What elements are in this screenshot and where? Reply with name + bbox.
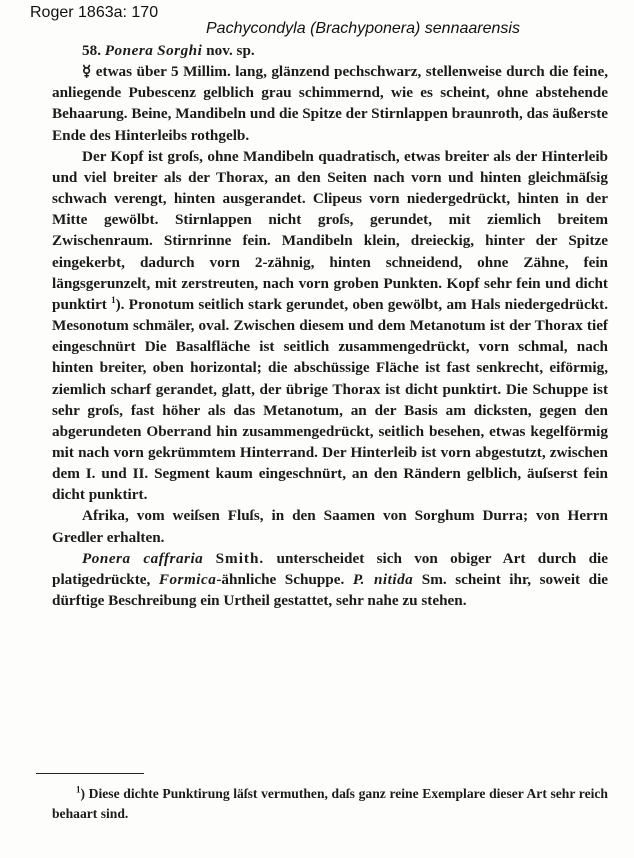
comparison-species-2: P. nitida [352,570,414,588]
paragraph-description [52,146,608,506]
footnote-mark: 1 [76,784,81,795]
paragraph-locality: Afrika, vom weiſsen Fluſs, in den Saamen von Sorghum Durra; von Herrn Gredler erhalten. [52,507,608,546]
citation-label: Roger 1863a: 170 [30,4,159,21]
footnote [52,784,608,824]
footnote-divider [36,773,144,774]
comparison-species-1: Ponera caffraria [82,549,204,567]
genus-name: Ponera [104,42,154,59]
footnote-text: ) Diese dichte Punktirung läſst vermuthen, daſs ganz reine Exemplare dieser Art sehr reich behaart sind. [52,786,608,821]
paragraph-diagnosis: ☿ etwas über 5 Millim. lang, glänzend pechschwarz, stellenweise durch die feine, anliegende Pubescenz gelblich grau schimmernd, wie es scheint, ohne abstehende Behaarung. Beine, Mandibeln und die Spitze der Stirnlappen braunroth, das äußerste Ende des Hinterleibs rothgelb. [52,63,608,144]
species-description [52,40,608,611]
comparison-author-1: Smith. [215,549,265,567]
species-heading [52,40,608,61]
species-number: 58. [82,42,101,59]
footnote-reference[interactable]: 1 [111,294,116,305]
comparison-text-2: -ähnliche Schuppe. [216,570,345,588]
species-status: nov. sp. [206,42,255,59]
comparison-text-1: unterscheidet sich von obiger Art durch die platigedrückte, [52,549,609,588]
paragraph-comparison [52,548,608,611]
comparison-text-3: Sm. scheint ihr, soweit die dürftige Beschreibung ein Urtheil gestattet, sehr nahe zu stehen. [52,570,609,610]
description-text-a: Der Kopf ist groſs, ohne Mandibeln quadratisch, etwas breiter als der Hinterleib und viel breiter als der Thorax, an den Seiten nach vorn und hinten gleichmäſsig schwach verengt, hinten ausgerandet. Clipeus vorn niedergedrückt, hinten in der Mitte gewölbt. Stirnlappen nicht groſs, gerundet, mit ziemlich breitem Zwischenraum. Stirnrinne fein. Mandibeln klein, dreieckig, hinter der Spitze eingekerbt, dadurch vorn 2-zähnig, hinten schneidend, ohne Zähne, fein längsgerunzelt, mit zerstreuten, nach vorn groben Punkten. Kopf sehr fein und dicht punktirt [52,147,608,313]
taxon-label: Pachycondyla (Brachyponera) sennaarensis [206,20,520,37]
description-text-b: ). Pronotum seitlich stark gerundet, oben gewölbt, am Hals niedergedrückt. Mesonotum schmäler, oval. Zwischen diesem und dem Metanotum ist der Thorax tief eingeschnürt Die Basalfläche ist seitlich zusammengedrückt, vorn schmal, nach hinten breiter, oben horizontal; die abschüssige Fläche ist fast senkrecht, eiförmig, ziemlich scharf gerandet, glatt, der übrige Thorax ist dicht punktirt. Die Schuppe ist sehr groſs, fast höher als das Metanotum, an der Basis am dicksten, gegen den abgerundeten Oberrand hin zusammengedrückt, seitlich besehen, etwas kegelförmig mit nach vorn gekrümmtem Hinterrand. Der Hinterleib ist vorn abgestutzt, zwischen dem I. und II. Segment kaum eingeschnürt, an den Rändern gelblich, äuſserst fein dicht punktirt. [52,295,608,504]
comparison-genus-2: Formica [158,570,217,588]
species-name: Sorghi [157,42,203,59]
